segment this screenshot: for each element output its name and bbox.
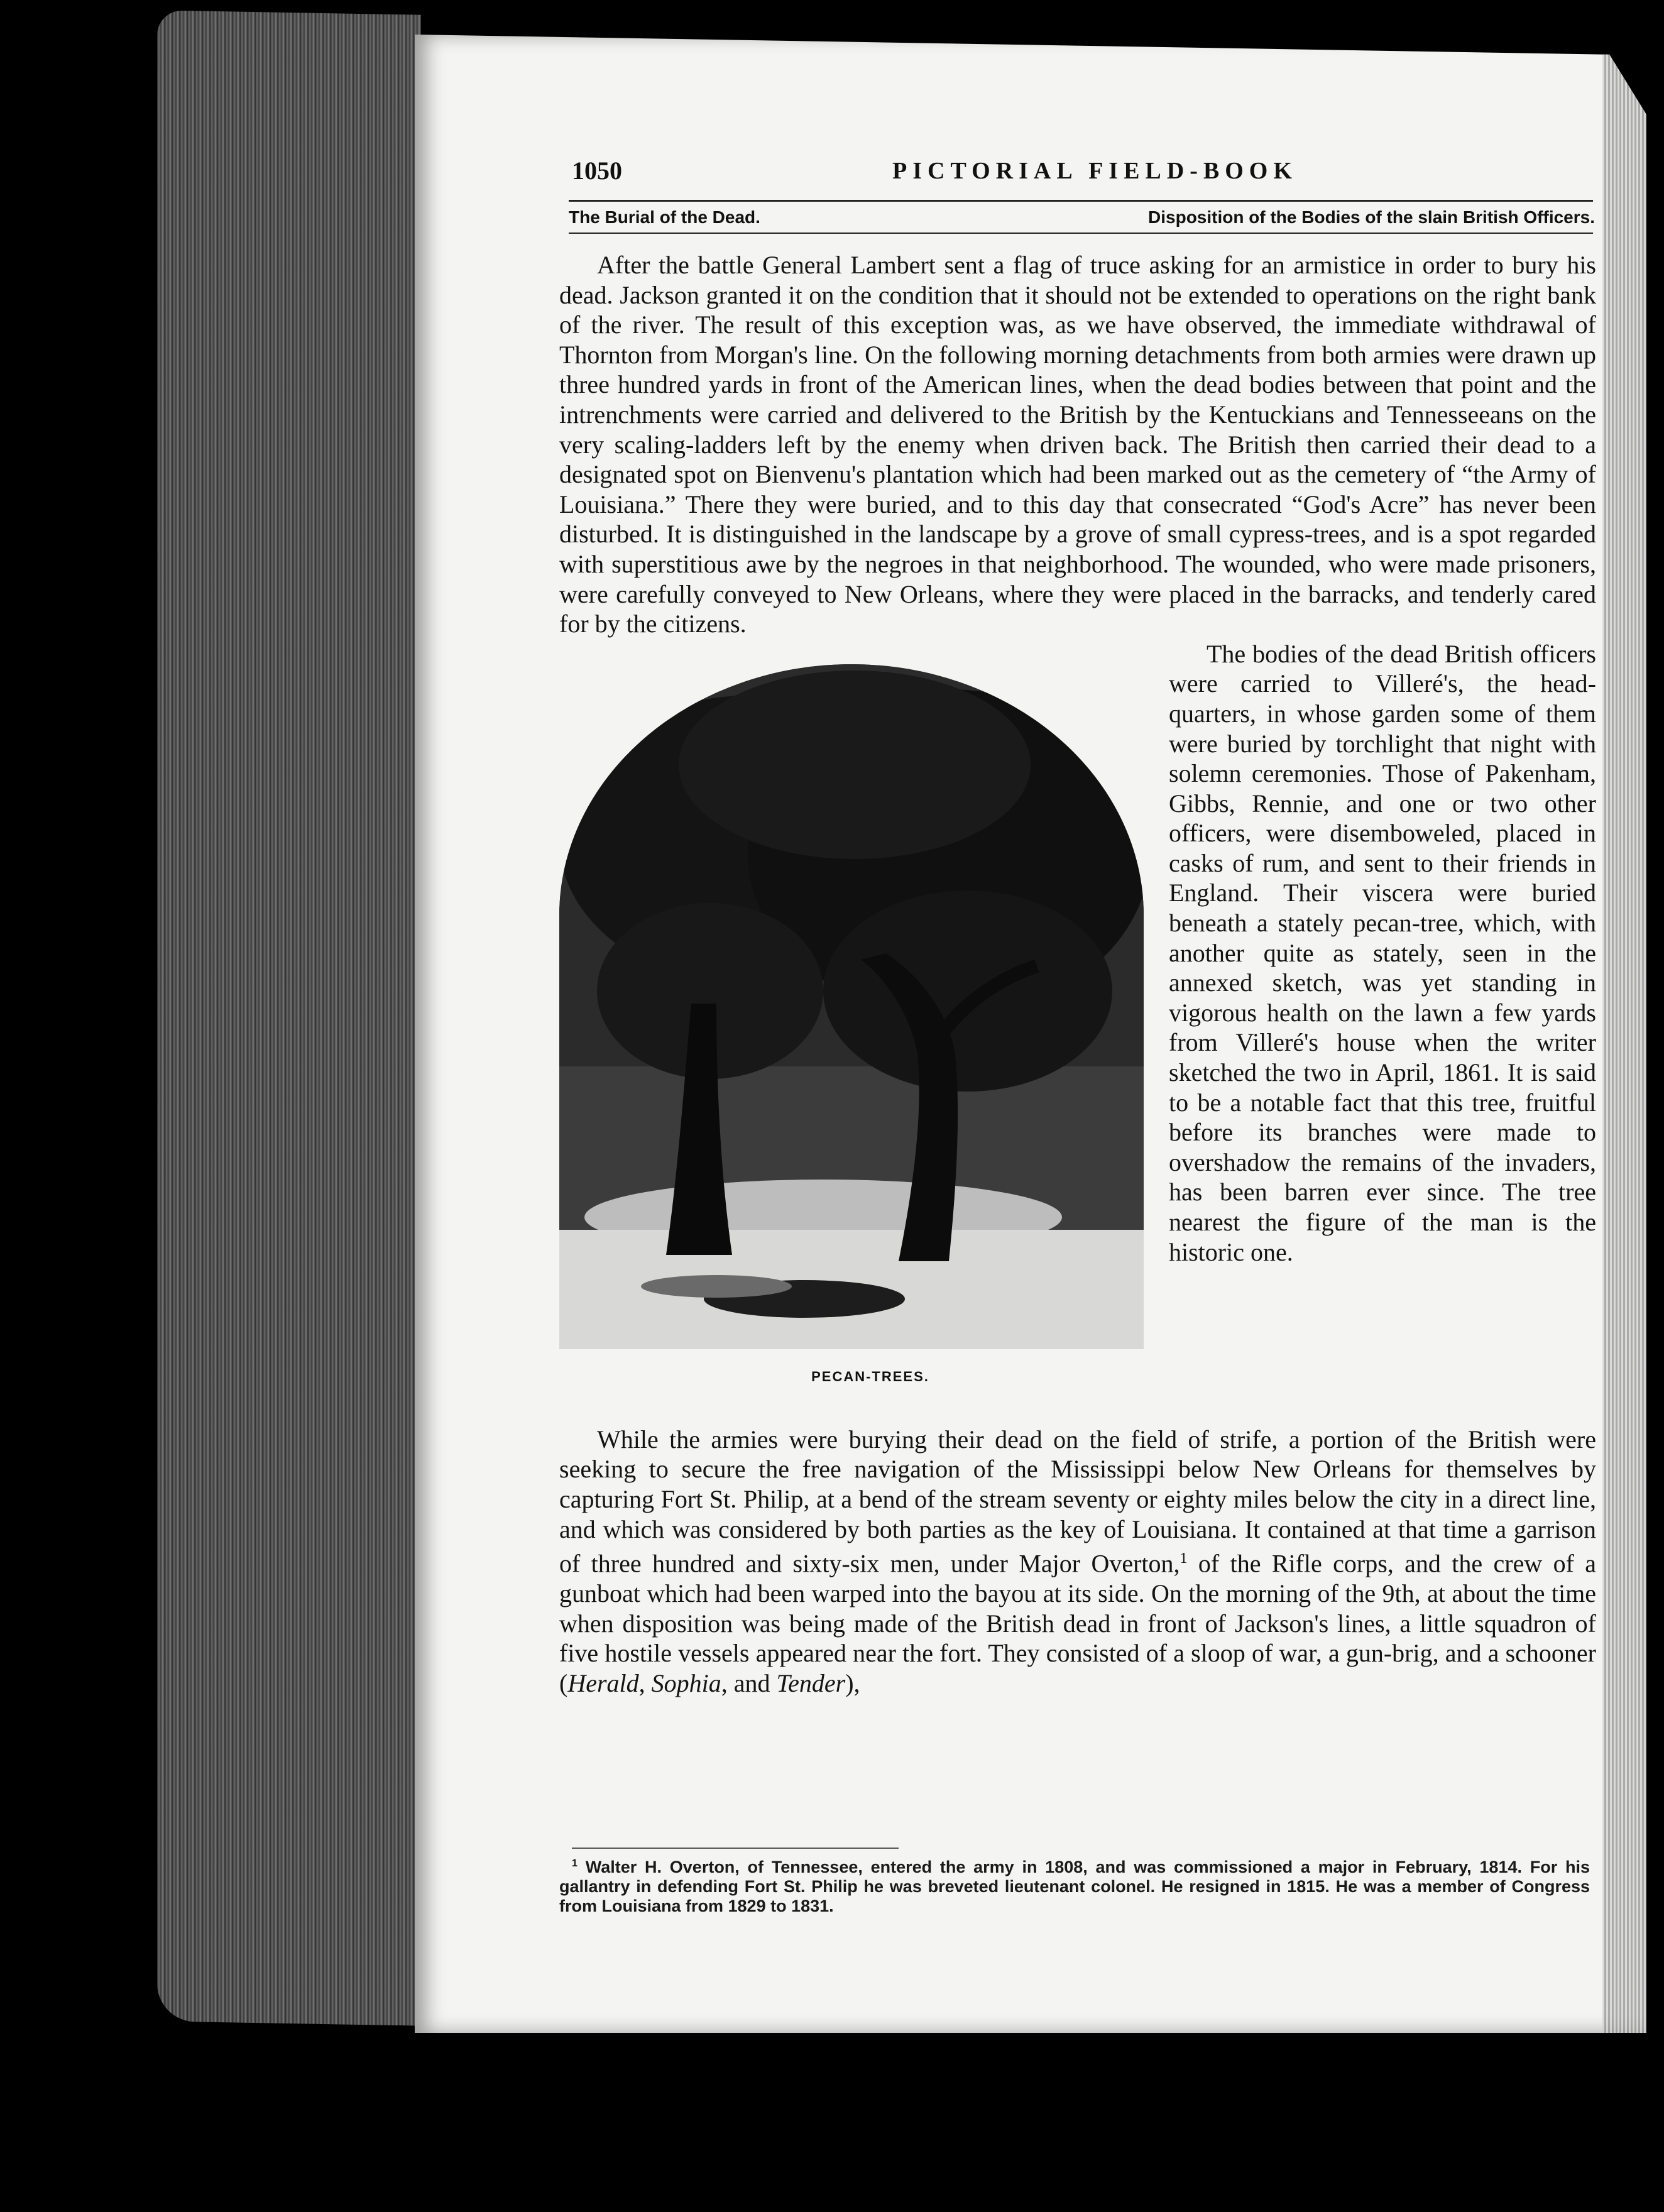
ship-name: Sophia xyxy=(651,1668,721,1697)
subhead-left: The Burial of the Dead. xyxy=(569,207,760,227)
paragraph xyxy=(559,250,1596,639)
ship-name: Tender xyxy=(776,1668,846,1697)
separator: , xyxy=(638,1668,652,1697)
separator: , and xyxy=(721,1668,777,1697)
header-rule xyxy=(569,200,1593,202)
running-head: PICTORIAL FIELD-BOOK xyxy=(892,158,1298,184)
paragraph xyxy=(559,639,1596,1384)
pecan-trees-engraving xyxy=(559,664,1144,1349)
paragraph-3-text-b: of the Rifle corps, and the crew of a gunboat which had been warped into the bayou at its side. On the morning of the 9th, at about the time when disposition was being made of the British dead in front of Jackson's lines, a little squadron of five hostile vessels appeared near the fort. They consisted of a sloop of war, a gun-brig, and a schooner ( xyxy=(559,1549,1597,1697)
paragraph-3-text-a: While the armies were burying their dead on the field of strife, a portion of the British were seeking to secure the free navigation of the Mississippi below New Orleans for themselves by capturing Fort St. Philip, at a bend of the stream seventy or eighty miles below the city in a direct line, and which was considered by both parties as the key of Louisiana. It contained at that time a garrison of three hundred and sixty-six men, under Major Overton, xyxy=(559,1425,1596,1578)
ship-name: Herald xyxy=(567,1668,639,1697)
figure-caption: PECAN-TREES. xyxy=(811,1368,929,1384)
footnote-rule xyxy=(572,1848,899,1849)
page-header xyxy=(572,156,1577,194)
subhead-rule xyxy=(569,233,1593,234)
footnote-reference: 1 xyxy=(1180,1550,1188,1567)
paragraph-3-end: ), xyxy=(845,1668,860,1697)
pecan-trees-illustration xyxy=(559,664,1144,1349)
pecan-trees-figure xyxy=(559,639,1150,1425)
subhead-right: Disposition of the Bodies of the slain British Officers. xyxy=(1148,207,1595,227)
page-number: 1050 xyxy=(572,156,622,185)
footnote-paragraph xyxy=(559,1854,1590,1916)
book-page-edges xyxy=(157,10,421,2025)
footnote-marker: 1 xyxy=(572,1858,578,1869)
body-text xyxy=(559,250,1596,1698)
paragraph xyxy=(559,1425,1596,1699)
footnote-text: Walter H. Overton, of Tennessee, entered the army in 1808, and was commissioned a major in February, 1814. For his gallantry in defending Fort St. Philip he was breveted lieutenant colonel. He resigned in 1815. He was a member of Congress from Louisiana from 1829 to 1831. xyxy=(559,1858,1590,1915)
paragraph-2-text: The bodies of the dead British officers were carried to Villeré's, the head-quarters, in whose garden some of them were buried by torchlight that night with solemn ceremonies. Those of Pakenham, Gibbs, Rennie, and one or two other officers, were disemboweled, placed in casks of rum, and sent to their friends in England. Their viscera were buried beneath a stately pecan-tree, which, with another quite as stately, seen in the annexed sketch, was yet standing in vigorous health on the lawn a few yards from Villeré's house when the writer sketched the two in April, 1861. It is said to be a notable fact that this tree, fruitful before its branches were made to overshadow the remains of the invaders, has been barren ever since. The tree nearest the figure of the man is the historic one. xyxy=(1169,639,1596,1266)
footnote xyxy=(559,1854,1590,1916)
paragraph-1-text: After the battle General Lambert sent a flag of truce asking for an armistice in order to bury his dead. Jackson granted it on the condition that it should not be extended to operations on the right bank of the river. The result of this exception was, as we have observed, the immediate withdrawal of Thornton from Morgan's line. On the following morning detachments from both armies were drawn up three hundred yards in front of the American lines, when the dead bodies between that point and the intrenchments were carried and delivered to the British by the Kentuckians and Tennesseeans on the very scaling-ladders left by the enemy when driven back. The British then carried their dead to a designated spot on Bienvenu's plantation which had been marked out as the cemetery of “the Army of Louisiana.” There they were buried, and to this day that consecrated “God's Acre” has never been disturbed. It is distinguished in the landscape by a grove of small cypress-trees, and is a spot regarded with superstitious awe by the negroes in that neighborhood. The wounded, who were made prisoners, were carefully conveyed to New Orleans, where they were placed in the barracks, and tenderly cared for by the citizens. xyxy=(559,251,1596,638)
